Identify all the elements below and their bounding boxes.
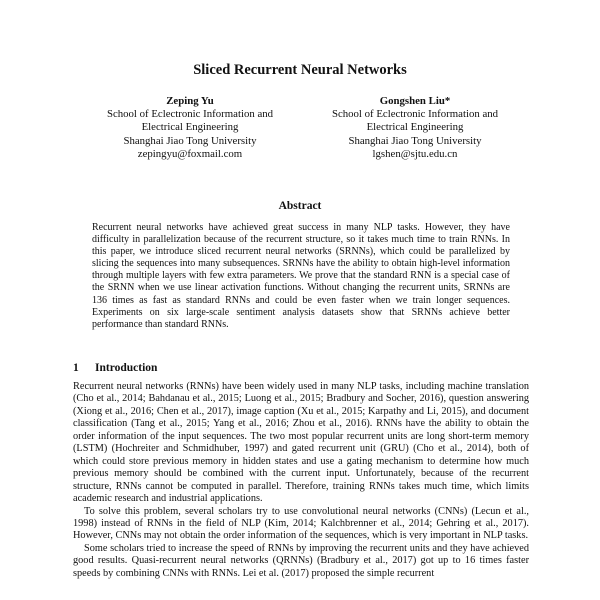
body-paragraph: Recurrent neural networks (RNNs) have been widely used in many NLP tasks, including machine translation (Cho et al., 2014; Bahdanau et al., 2015; Luong et al., 2015; Bradbury and Socher, 2016), question answering (Xiong et al., 2016; Chen et al., 2017), image caption (Xu et al., 2015; Karpathy and Li, 2015), and document classification (Tang et al., 2015; Yang et al., 2016; Zhou et al., 2016). RNNs have the ability to obtain the order information of the input sequences. The two most popular recurrent units are long short-term memory (LSTM) (Hochreiter and Schmidhuber, 1997) and gated recurrent unit (GRU) (Cho et al., 2014), both of which could store previous memory in hidden states and use a gating mechanism to determine how much previous memory should be combined with the current input. Unfortunately, because of the recurrent structure, RNNs cannot be computed in parallel. Therefore, training RNNs takes much time, which limits academic research and industrial applications.: [73, 381, 529, 505]
abstract-heading: Abstract: [278, 200, 322, 212]
author-name: Gongshen Liu*: [379, 95, 451, 107]
body-paragraph: Some scholars tried to increase the speed of RNNs by improving the recurrent units and they have achieved good results. Quasi-recurrent neural networks (QRNNs) (Bradbury et al., 2017) got up to 16 times faster speeds by combining CNNs with RNNs. Lei et al. (2017) proposed the simple recurrent: [73, 542, 529, 579]
author-affiliation: Shanghai Jiao Tong University: [123, 134, 257, 147]
author-email: lgshen@sjtu.edu.cn: [372, 147, 458, 160]
author-affiliation: School of Eclectronic Information and: [106, 108, 274, 121]
abstract-text: Recurrent neural networks have achieved great success in many NLP tasks. However, they have difficulty in parallelization because of the recurrent structure, so it takes much time to train RNNs. In this paper, we introduce sliced recurrent neural networks (SRNNs), which could be parallelized by slicing the sequences into many subsequences. SRNNs have the ability to obtain high-level information through multiple layers with few extra parameters. We prove that the standard RNN is a special case of the SRNN when we use linear activation functions. Without changing the recurrent units, SRNNs are 136 times as fast as standard RNNs and could be even faster when we train longer sequences. Experiments on six large-scale sentiment analysis datasets show that SRNNs achieve better performance than standard RNNs.: [92, 222, 510, 330]
section-heading: [73, 362, 157, 374]
section-title: Introduction: [95, 362, 158, 374]
section-body: [73, 381, 529, 580]
paper-title: Sliced Recurrent Neural Networks: [193, 62, 407, 78]
author-affiliation: Electrical Engineering: [141, 121, 239, 134]
body-paragraph: To solve this problem, several scholars try to use convolutional neural networks (CNNs) (Lecun et al., 1998) instead of RNNs in the field of NLP (Kim, 2014; Kalchbrenner et al., 2014; Gehring et al., 2017). However, CNNs may not obtain the order information of the sequences, which is very important in NLP tasks.: [73, 505, 529, 542]
author-affiliation: School of Eclectronic Information and: [331, 108, 499, 121]
author-block-1: [65, 95, 315, 161]
author-affiliation: Electrical Engineering: [366, 121, 464, 134]
author-affiliation: Shanghai Jiao Tong University: [348, 134, 482, 147]
author-email: zepingyu@foxmail.com: [137, 147, 243, 160]
author-name: Zeping Yu: [166, 95, 214, 107]
author-block-2: [290, 95, 540, 161]
section-number: 1: [73, 362, 79, 374]
